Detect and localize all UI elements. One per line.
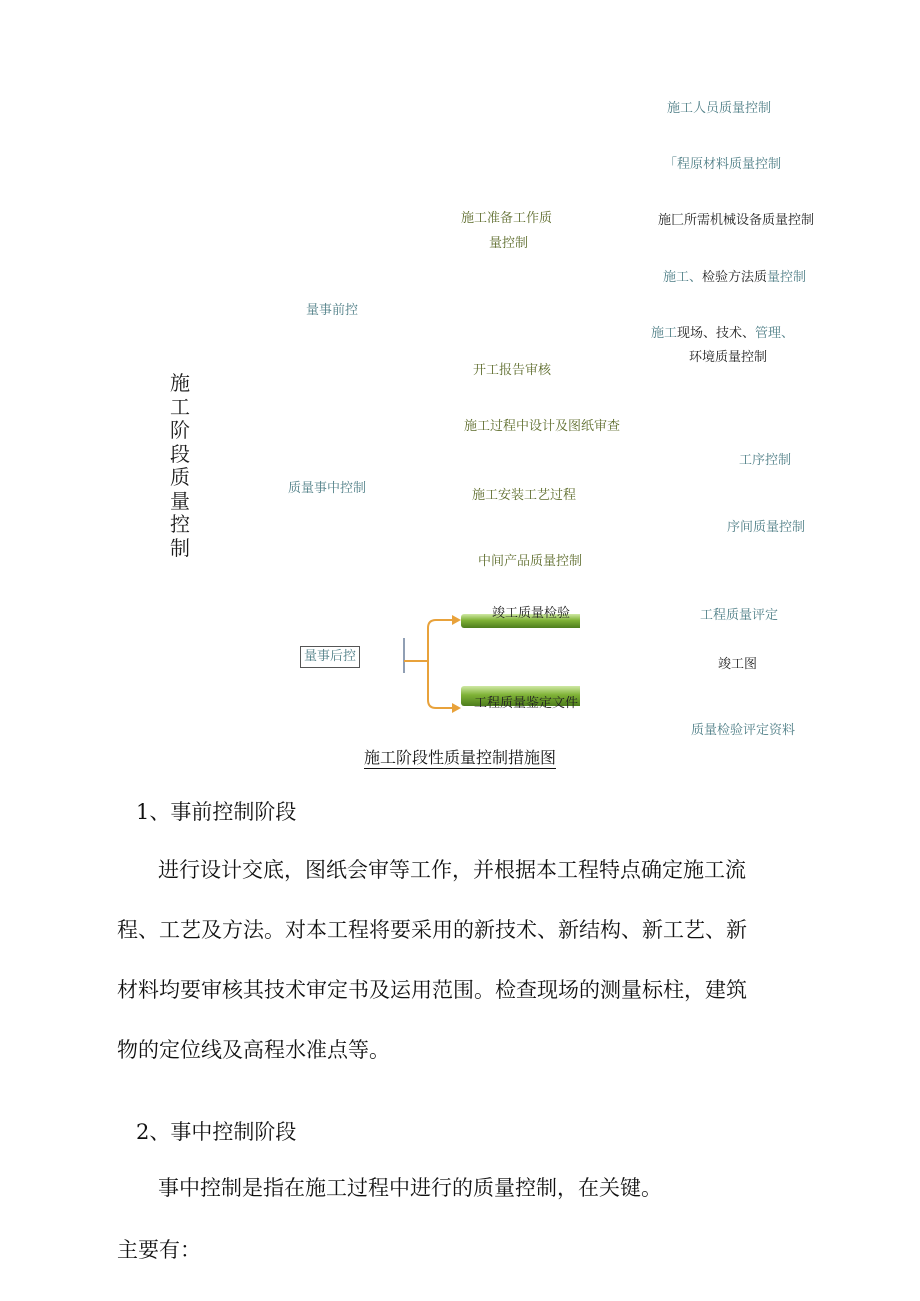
node-completion-check: 竣工质量检验 [492, 606, 571, 621]
paragraph-1-line-1: 进行设计交底，图纸会审等工作，并根据本工程特点确定施工流 [158, 858, 746, 882]
node-completion-drawing: 竣工图 [718, 657, 758, 672]
node-prep-work: 施工准备工作质 [461, 211, 553, 226]
node-intermediate-product: 中间产品质量控制 [478, 554, 583, 569]
node-inspection-method: 施工、检验方法质量控制 [663, 270, 807, 285]
section-heading-2: 2、事中控制阶段 [136, 1120, 297, 1144]
node-site-environment: 施工现场、技术、管理、 [651, 326, 795, 341]
paragraph-2-line-1: 事中控制是指在施工过程中进行的质量控制，在关键。 [158, 1176, 662, 1200]
section-heading-1: 1、事前控制阶段 [136, 800, 297, 824]
arrow-lower [452, 703, 461, 713]
node-machinery-quality: 施匚所需机械设备质量控制 [658, 213, 815, 228]
paragraph-3: 主要有： [117, 1238, 201, 1262]
paragraph-1-line-4: 物的定位线及高程水准点等。 [117, 1038, 390, 1062]
branch-post-control: 量事后控 [300, 646, 360, 668]
node-quality-evaluation: 工程质量评定 [700, 608, 779, 623]
paragraph-1-line-2: 程、工艺及方法。对本工程将要采用的新技术、新结构、新工艺、新 [117, 918, 747, 942]
node-material-quality: 「程原材料质量控制 [664, 157, 782, 172]
node-site-environment-line2: 环境质量控制 [689, 350, 768, 365]
branch-pre-control: 量事前控 [306, 303, 359, 318]
node-process-control: 工序控制 [739, 453, 792, 468]
node-evaluation-materials: 质量检验评定资料 [691, 723, 796, 738]
paragraph-1-line-3: 材料均要审核其技术审定书及运用范围。检查现场的测量标柱，建筑 [117, 978, 747, 1002]
branch-mid-control: 质量事中控制 [288, 481, 367, 496]
arrow-upper [452, 615, 461, 625]
diagram-caption: 施工阶段性质量控制措施图 [363, 748, 556, 767]
node-inter-process-quality: 序间质量控制 [727, 520, 806, 535]
node-install-process: 施工安装工艺过程 [472, 488, 577, 503]
connector-lower [428, 661, 452, 708]
node-prep-work-line2: 量控制 [489, 236, 529, 251]
node-quality-docs: 工程质量鉴定文件 [474, 696, 579, 711]
diagram-root-title: 施工阶段质量控制 [170, 371, 190, 560]
node-personnel-quality: 施工人员质量控制 [667, 101, 772, 116]
node-start-report: 开工报告审核 [473, 363, 552, 378]
connector-upper [428, 620, 452, 661]
node-design-review: 施工过程中设计及图纸审查 [464, 419, 621, 434]
